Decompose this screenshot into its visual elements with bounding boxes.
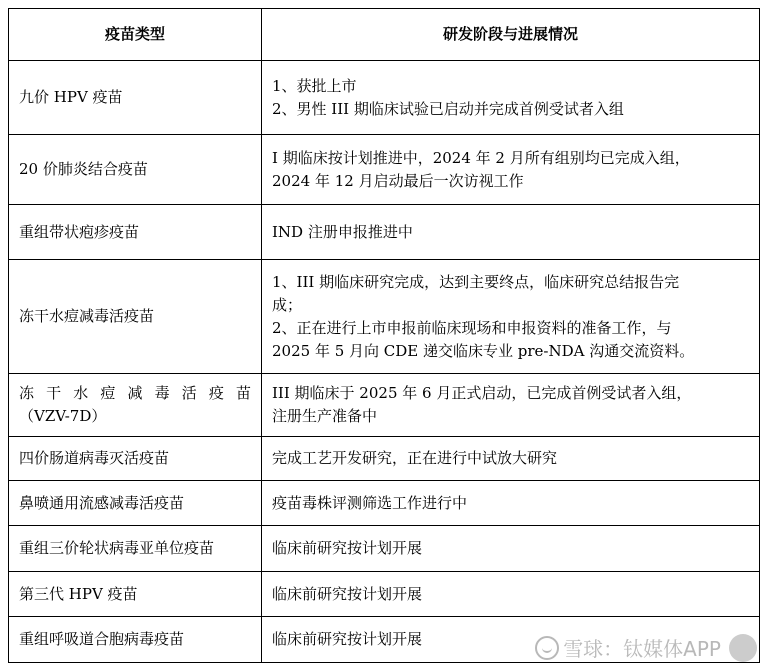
progress-line: I 期临床按计划推进中，2024 年 2 月所有组别均已完成入组，: [272, 148, 690, 167]
table-row: [9, 61, 760, 135]
progress-cell: [262, 374, 760, 437]
progress-line: 2024 年 12 月启动最后一次访视工作: [272, 171, 524, 190]
table-row: [9, 260, 760, 374]
vaccine-type-cell: 重组三价轮状病毒亚单位疫苗: [9, 526, 262, 572]
progress-cell: [262, 61, 760, 135]
progress-line: 1、III 期临床研究完成，达到主要终点，临床研究总结报告完: [272, 272, 680, 291]
table-row: [9, 572, 760, 617]
vaccine-type-cell: 重组呼吸道合胞病毒疫苗: [9, 617, 262, 663]
progress-line: 2、正在进行上市申报前临床现场和申报资料的准备工作，与: [272, 318, 672, 337]
table-header-row: [9, 9, 760, 61]
vaccine-type-cell: 20 价肺炎结合疫苗: [9, 135, 262, 205]
table-row: [9, 526, 760, 572]
table-row: [9, 205, 760, 260]
progress-cell: 临床前研究按计划开展: [262, 526, 760, 572]
progress-cell: [262, 135, 760, 205]
vaccine-type-cell: 四价肠道病毒灭活疫苗: [9, 437, 262, 481]
table-container: [8, 8, 759, 663]
table-row: [9, 437, 760, 481]
progress-line: 2、男性 III 期临床试验已启动并完成首例受试者入组: [272, 99, 624, 118]
table-row: [9, 481, 760, 526]
watermark-text: 雪球：钛媒体APP: [563, 637, 721, 661]
progress-cell: 疫苗毒株评测筛选工作进行中: [262, 481, 760, 526]
progress-line: 成；: [272, 295, 303, 314]
progress-cell: [262, 205, 760, 260]
progress-line: III 期临床于 2025 年 6 月正式启动，已完成首例受试者入组，: [272, 384, 692, 402]
table-row: [9, 374, 760, 437]
vaccine-type-cell: [9, 374, 262, 437]
vaccine-type-cell: 鼻喷通用流感减毒活疫苗: [9, 481, 262, 526]
vaccine-type-line: （VZV-7D）: [19, 407, 107, 425]
progress-cell: 临床前研究按计划开展: [262, 572, 760, 617]
progress-line: 2025 年 5 月向 CDE 递交临床专业 pre-NDA 沟通交流资料。: [272, 341, 695, 360]
table-row: [9, 135, 760, 205]
vaccine-type-cell: 冻干水痘减毒活疫苗: [9, 260, 262, 374]
progress-line: 注册生产准备中: [272, 407, 378, 425]
header-vaccine-type: 疫苗类型: [9, 9, 262, 61]
vaccine-type-cell: 重组带状疱疹疫苗: [9, 205, 262, 260]
progress-cell: 临床前研究按计划开展: [262, 617, 760, 663]
vaccine-type-line: 冻干水痘减毒活疫苗: [19, 384, 251, 402]
progress-cell: [262, 260, 760, 374]
progress-line: IND 注册申报推进中: [272, 222, 413, 241]
vaccine-pipeline-table: [8, 8, 760, 663]
header-progress: 研发阶段与进展情况: [262, 9, 760, 61]
vaccine-type-cell: 第三代 HPV 疫苗: [9, 572, 262, 617]
vaccine-type-cell: 九价 HPV 疫苗: [9, 61, 262, 135]
table-row: [9, 617, 760, 663]
progress-line: 1、获批上市: [272, 76, 357, 95]
progress-cell: 完成工艺开发研究，正在进行中试放大研究: [262, 437, 760, 481]
